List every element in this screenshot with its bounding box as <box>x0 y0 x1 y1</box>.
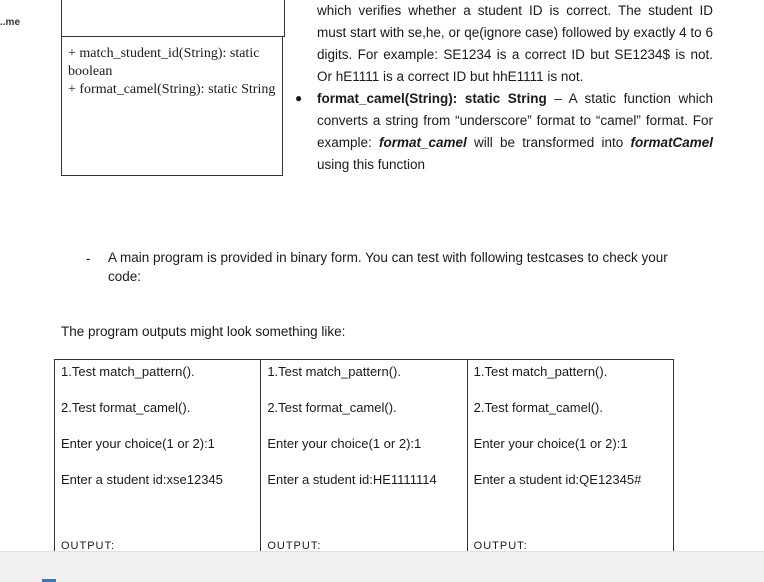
method-descriptions <box>317 0 713 176</box>
format-description: format_camel(String): static String – A static function which converts a string from “underscore” format to “camel” format. For example: format_camel will be transformed into formatCamel using this function <box>317 91 713 172</box>
format-method-type: static String <box>464 91 547 106</box>
main-program-text: A main program is provided in binary form. You can test with following testcases to check your code: <box>108 250 668 284</box>
output-label: OUTPUT: <box>473 540 528 551</box>
example-input: format_camel <box>379 135 467 150</box>
uml-method: + match_student_id(String): static boolean <box>68 46 260 79</box>
uml-method: + format_camel(String): static String <box>68 82 276 97</box>
output-label: OUTPUT: <box>267 540 322 551</box>
status-bar <box>0 551 764 582</box>
uml-attributes-box <box>61 0 285 37</box>
corner-mark: ..me <box>0 17 21 28</box>
dash-marker: - <box>86 251 91 266</box>
output-label: OUTPUT: <box>61 540 116 551</box>
testcase-column: 1.Test match_pattern(). 2.Test format_camel(). Enter your choice(1 or 2):1 Enter a student id:HE1111114 OUTPUT: <box>261 360 467 551</box>
format-method-name: format_camel(String): <box>317 91 458 106</box>
bullet-icon: ● <box>295 91 303 105</box>
outputs-label: The program outputs might look something like: <box>61 324 346 339</box>
example-output: formatCamel <box>630 135 713 150</box>
uml-methods-box <box>61 36 283 176</box>
testcase-column: 1.Test match_pattern(). 2.Test format_camel(). Enter your choice(1 or 2):1 Enter a student id:QE12345# OUTPUT: <box>473 364 642 551</box>
match-description: which verifies whether a student ID is correct. The student ID must start with se,he, or qe(ignore case) followed by exactly 4 to 6 digits. For example: SE1234 is a correct ID but SE1234$ is not. Or hE1111 is a correct ID but hhE1111 is not. <box>317 3 713 84</box>
testcase-column: 1.Test match_pattern(). 2.Test format_camel(). Enter your choice(1 or 2):1 Enter a student id:xse12345 OUTPUT: <box>55 360 261 551</box>
testcase-table <box>54 359 674 551</box>
